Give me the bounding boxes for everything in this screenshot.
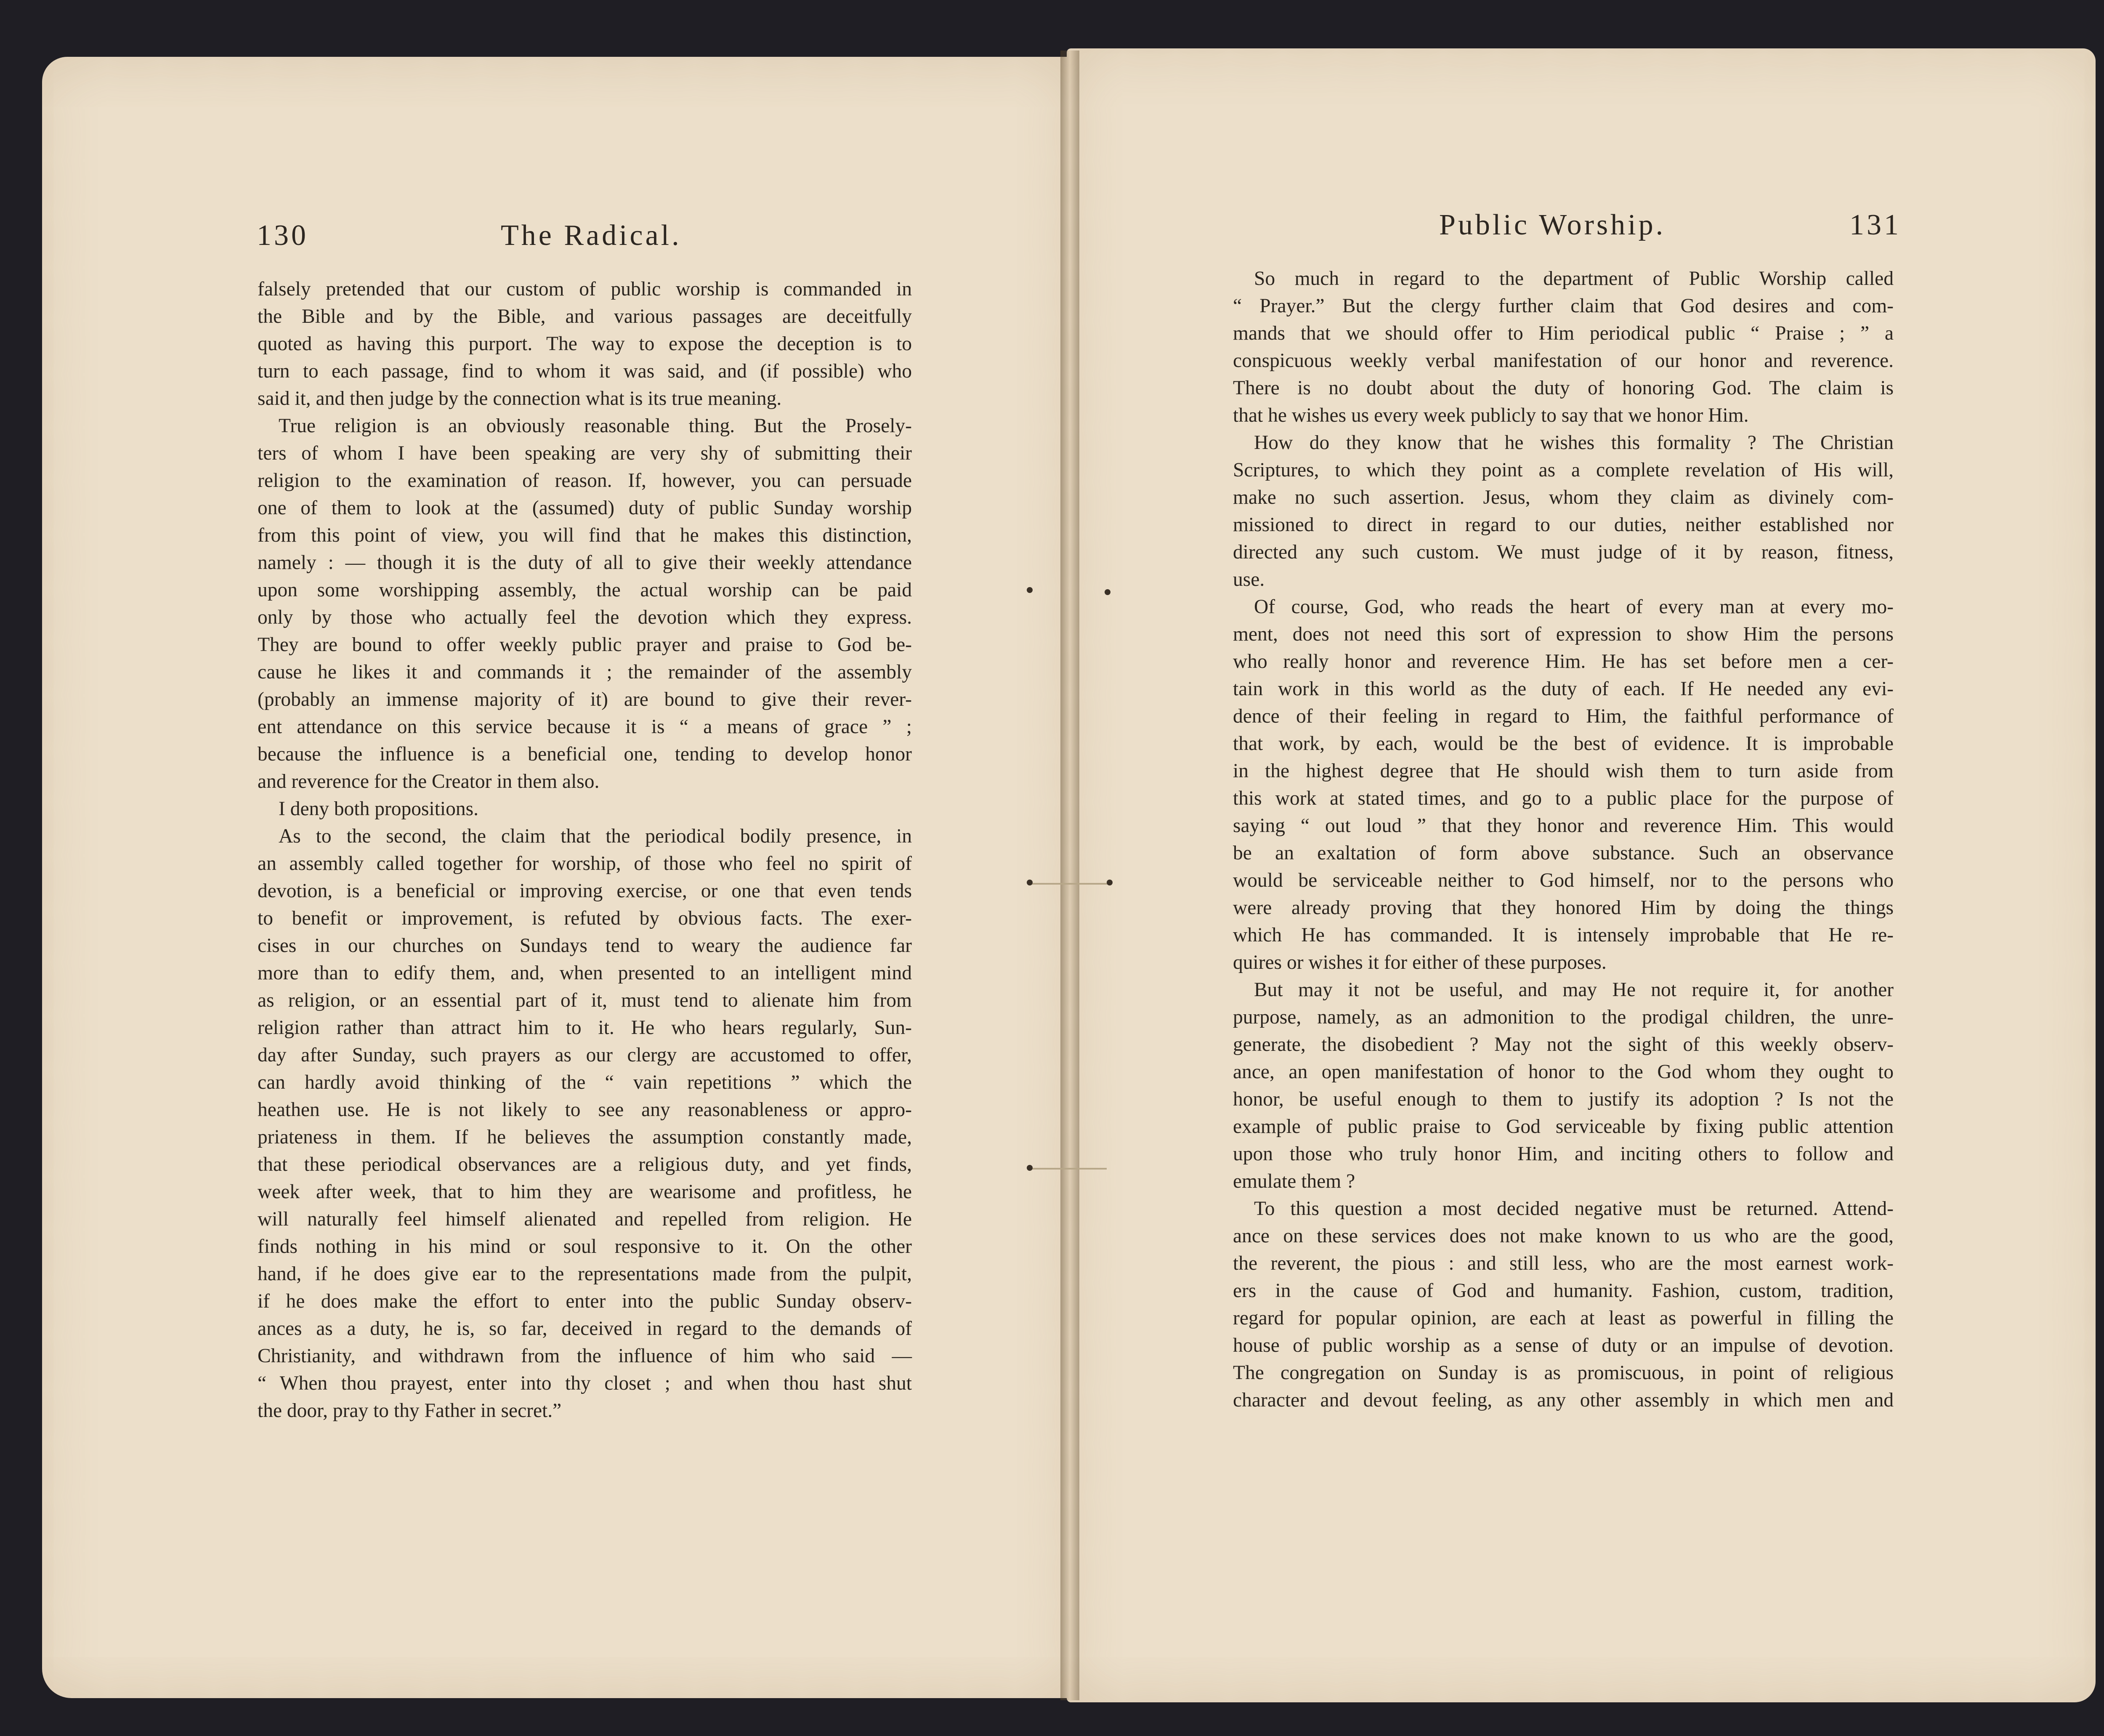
text-line: “ When thou prayest, enter into thy closet ; and when thou hast shut	[258, 1372, 912, 1394]
text-line: But may it not be useful, and may He not require it, for another	[1254, 979, 1894, 1001]
text-line: purpose, namely, as an admonition to the prodigal children, the unre-	[1233, 1006, 1894, 1028]
text-line: missioned to direct in regard to our duties, neither established nor	[1233, 514, 1894, 536]
text-line: devotion, is a beneficial or improving exercise, or one that even tends	[258, 880, 912, 902]
text-line: So much in regard to the department of Public Worship called	[1254, 268, 1894, 290]
text-line: conspicuous weekly verbal manifestation of our honor and reverence.	[1233, 350, 1894, 372]
text-line: dence of their feeling in regard to Him, the faithful performance of	[1233, 705, 1894, 727]
text-line: one of them to look at the (assumed) duty of public Sunday worship	[258, 497, 912, 519]
text-line: that work, by each, would be the best of evidence. It is improbable	[1233, 733, 1894, 755]
text-line: mands that we should offer to Him periodical public “ Praise ; ” a	[1233, 322, 1894, 344]
text-line: falsely pretended that our custom of public worship is commanded in	[258, 278, 912, 300]
text-line: can hardly avoid thinking of the “ vain repetitions ” which the	[258, 1071, 912, 1093]
left-page-number: 130	[257, 219, 308, 252]
book-gutter	[1060, 51, 1079, 1700]
binding-thread	[1031, 883, 1109, 885]
right-running-title: Public Worship.	[1439, 209, 1666, 241]
text-line: which He has commanded. It is intensely improbable that He re-	[1233, 924, 1894, 946]
text-line: quires or wishes it for either of these purposes.	[1233, 952, 1607, 973]
text-line: cause he likes it and commands it ; the remainder of the assembly	[258, 661, 912, 683]
text-line: I deny both propositions.	[279, 798, 478, 820]
left-body-text	[258, 276, 912, 1425]
right-body-text	[1233, 265, 1894, 1414]
text-line: use.	[1233, 569, 1265, 590]
text-line: religion rather than attract him to it. He who hears regularly, Sun-	[258, 1017, 912, 1039]
stitch-hole	[1027, 587, 1033, 593]
left-running-title: The Radical.	[501, 219, 682, 252]
text-line: house of public worship as a sense of duty or an impulse of devotion.	[1233, 1335, 1894, 1356]
text-line: How do they know that he wishes this formality ? The Christian	[1254, 432, 1894, 454]
text-line: ters of whom I have been speaking are very shy of submitting their	[258, 442, 912, 464]
text-line: upon those who truly honor Him, and inciting others to follow and	[1233, 1143, 1894, 1165]
text-line: be an exaltation of form above substance. Such an observance	[1233, 842, 1894, 864]
text-line: As to the second, the claim that the periodical bodily presence, in	[279, 825, 912, 847]
text-line: tain work in this world as the duty of each. If He needed any evi-	[1233, 678, 1894, 700]
text-line: The congregation on Sunday is as promiscuous, in point of religious	[1233, 1362, 1894, 1384]
text-line: in the highest degree that He should wish them to turn aside from	[1233, 760, 1894, 782]
text-line: finds nothing in his mind or soul responsive to it. On the other	[258, 1236, 912, 1257]
text-line: because the influence is a beneficial one, tending to develop honor	[258, 743, 912, 765]
text-line: directed any such custom. We must judge of it by reason, fitness,	[1233, 541, 1894, 563]
text-line: said it, and then judge by the connection what is its true meaning.	[258, 388, 782, 409]
text-line: ment, does not need this sort of expression to show Him the persons	[1233, 623, 1894, 645]
text-line: emulate them ?	[1233, 1170, 1355, 1192]
text-line: Of course, God, who reads the heart of every man at every mo-	[1254, 596, 1894, 618]
text-line: example of public praise to God serviceable by fixing public attention	[1233, 1116, 1894, 1138]
text-line: ance on these services does not make known to us who are the good,	[1233, 1225, 1894, 1247]
text-line: more than to edify them, and, when presented to an intelligent mind	[258, 962, 912, 984]
text-line: only by those who actually feel the devotion which they express.	[258, 606, 912, 628]
text-line: ers in the cause of God and humanity. Fashion, custom, tradition,	[1233, 1280, 1894, 1302]
text-line: will naturally feel himself alienated and repelled from religion. He	[258, 1208, 912, 1230]
text-line: Christianity, and withdrawn from the influence of him who said —	[258, 1345, 912, 1367]
text-line: and reverence for the Creator in them also.	[258, 771, 600, 792]
text-line: cises in our churches on Sundays tend to weary the audience far	[258, 935, 912, 957]
text-line: (probably an immense majority of it) are bound to give their rever-	[258, 689, 912, 710]
binding-thread	[1031, 1168, 1107, 1170]
text-line: week after week, that to him they are wearisome and profitless, he	[258, 1181, 912, 1203]
text-line: that these periodical observances are a religious duty, and yet finds,	[258, 1154, 912, 1175]
stitch-hole	[1107, 880, 1113, 885]
text-line: this work at stated times, and go to a public place for the purpose of	[1233, 787, 1894, 809]
text-line: honor, be useful enough to them to justify its adoption ? Is not the	[1233, 1088, 1894, 1110]
text-line: were already proving that they honored Him by doing the things	[1233, 897, 1894, 919]
stitch-hole	[1105, 589, 1110, 595]
text-line: heathen use. He is not likely to see any reasonableness or appro-	[258, 1099, 912, 1121]
text-line: There is no doubt about the duty of honoring God. The claim is	[1233, 377, 1894, 399]
text-line: if he does make the effort to enter into the public Sunday observ-	[258, 1290, 912, 1312]
text-line: character and devout feeling, as any other assembly in which men and	[1233, 1389, 1894, 1411]
text-line: generate, the disobedient ? May not the sight of this weekly observ-	[1233, 1034, 1894, 1055]
text-line: day after Sunday, such prayers as our clergy are accustomed to offer,	[258, 1044, 912, 1066]
text-line: the reverent, the pious : and still less, who are the most earnest work-	[1233, 1252, 1894, 1274]
text-line: that he wishes us every week publicly to say that we honor Him.	[1233, 404, 1749, 426]
text-line: the Bible and by the Bible, and various passages are deceitfully	[258, 306, 912, 327]
text-line: To this question a most decided negative must be returned. Attend-	[1254, 1198, 1894, 1220]
text-line: to benefit or improvement, is refuted by obvious facts. The exer-	[258, 907, 912, 929]
stitch-hole	[1027, 880, 1033, 885]
text-line: hand, if he does give ear to the representations made from the pulpit,	[258, 1263, 912, 1285]
text-line: the door, pray to thy Father in secret.”	[258, 1400, 562, 1422]
text-line: would be serviceable neither to God himself, nor to the persons who	[1233, 869, 1894, 891]
text-line: as religion, or an essential part of it, must tend to alienate him from	[258, 989, 912, 1011]
right-page-number: 131	[1849, 209, 1901, 241]
text-line: an assembly called together for worship, of those who feel no spirit of	[258, 853, 912, 875]
text-line: They are bound to offer weekly public prayer and praise to God be-	[258, 634, 912, 656]
text-line: ances as a duty, he is, so far, deceived in regard to the demands of	[258, 1318, 912, 1340]
text-line: saying “ out loud ” that they honor and reverence Him. This would	[1233, 815, 1894, 837]
stitch-hole	[1027, 1165, 1033, 1171]
text-line: religion to the examination of reason. If, however, you can persuade	[258, 470, 912, 492]
text-line: True religion is an obviously reasonable thing. But the Prosely-	[279, 415, 912, 437]
text-line: namely : — though it is the duty of all to give their weekly attendance	[258, 552, 912, 574]
text-line: ance, an open manifestation of honor to the God whom they ought to	[1233, 1061, 1894, 1083]
text-line: upon some worshipping assembly, the actual worship can be paid	[258, 579, 912, 601]
text-line: priateness in them. If he believes the assumption constantly made,	[258, 1126, 912, 1148]
text-line: make no such assertion. Jesus, whom they claim as divinely com-	[1233, 487, 1894, 508]
text-line: turn to each passage, find to whom it was said, and (if possible) who	[258, 360, 912, 382]
text-line: Scriptures, to which they point as a complete revelation of His will,	[1233, 459, 1894, 481]
text-line: who really honor and reverence Him. He has set before men a cer-	[1233, 651, 1894, 673]
text-line: from this point of view, you will find that he makes this distinction,	[258, 524, 912, 546]
text-line: quoted as having this purport. The way to expose the deception is to	[258, 333, 912, 355]
text-line: regard for popular opinion, are each at least as powerful in filling the	[1233, 1307, 1894, 1329]
text-line: “ Prayer.” But the clergy further claim that God desires and com-	[1233, 295, 1894, 317]
text-line: ent attendance on this service because it is “ a means of grace ” ;	[258, 716, 912, 738]
